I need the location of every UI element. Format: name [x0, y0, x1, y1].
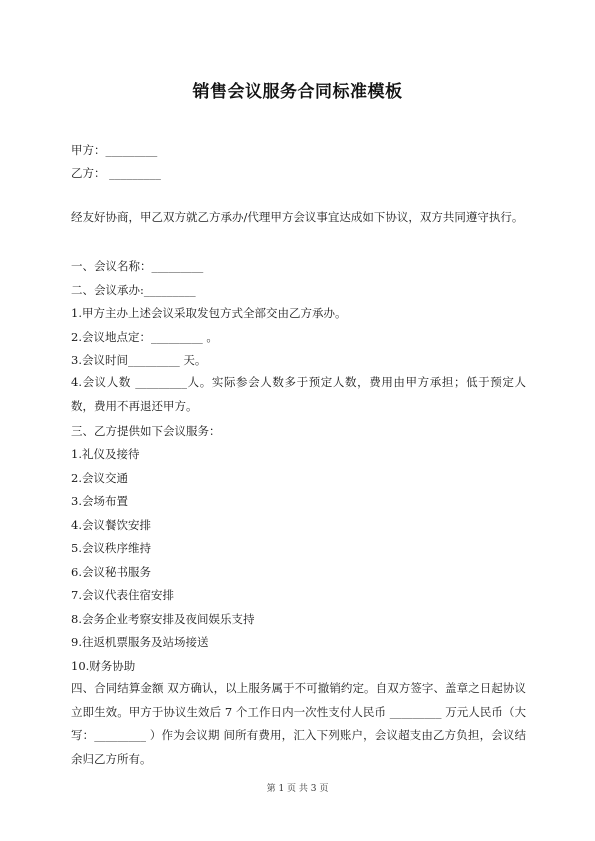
service-item: 7.会议代表住宿安排 [71, 588, 174, 602]
page-footer: 第 1 页 共 3 页 [266, 784, 329, 794]
clause-meeting-name: 一、会议名称：_________ [71, 259, 204, 273]
service-item: 2.会议交通 [71, 471, 128, 485]
party-a-line: 甲方：_________ [71, 143, 158, 157]
clause-attendees: 4.会议人数 _________人。实际参会人数多于预定人数，费用由甲方承担；低于预定人数，费用不再退还甲方。 [71, 375, 526, 413]
service-item: 5.会议秩序维持 [71, 541, 151, 555]
clause-meeting-organizer: 二、会议承办:_________ [71, 283, 196, 297]
service-item: 4.会议餐饮安排 [71, 518, 151, 532]
clause-duration: 3.会议时间_________ 天。 [71, 353, 207, 367]
service-item: 3.会场布置 [71, 494, 128, 508]
service-item: 9.往返机票服务及站场接送 [71, 635, 209, 649]
service-item: 6.会议秘书服务 [71, 565, 151, 579]
document-title: 销售会议服务合同标准模板 [192, 82, 403, 102]
clause-contracting: 1.甲方主办上述会议采取发包方式全部交由乙方承办。 [71, 306, 347, 320]
service-item: 1.礼仪及接待 [71, 447, 140, 461]
services-heading: 三、乙方提供如下会议服务： [71, 424, 221, 438]
clause-venue: 2.会议地点定：_________ 。 [71, 330, 218, 344]
service-item: 10.财务协助 [71, 659, 136, 673]
party-b-line: 乙方： _________ [71, 166, 161, 180]
settlement-paragraph: 四、合同结算金额 双方确认，以上服务属于不可撤销约定。自双方签字、盖章之日起协议立即生效。甲方于协议生效后 7 个工作日内一次性支付人民币 _________ 万元人民币（大写：_________ ）作为会议期 间所有费用，汇入下列账户，会议超支由乙方负担，会议结余归乙方所有。 [71, 681, 526, 766]
intro-paragraph: 经友好协商，甲乙双方就乙方承办/代理甲方会议事宜达成如下协议，双方共同遵守执行。 [71, 210, 524, 224]
service-item: 8.会务企业考察安排及夜间娱乐支持 [71, 612, 255, 626]
